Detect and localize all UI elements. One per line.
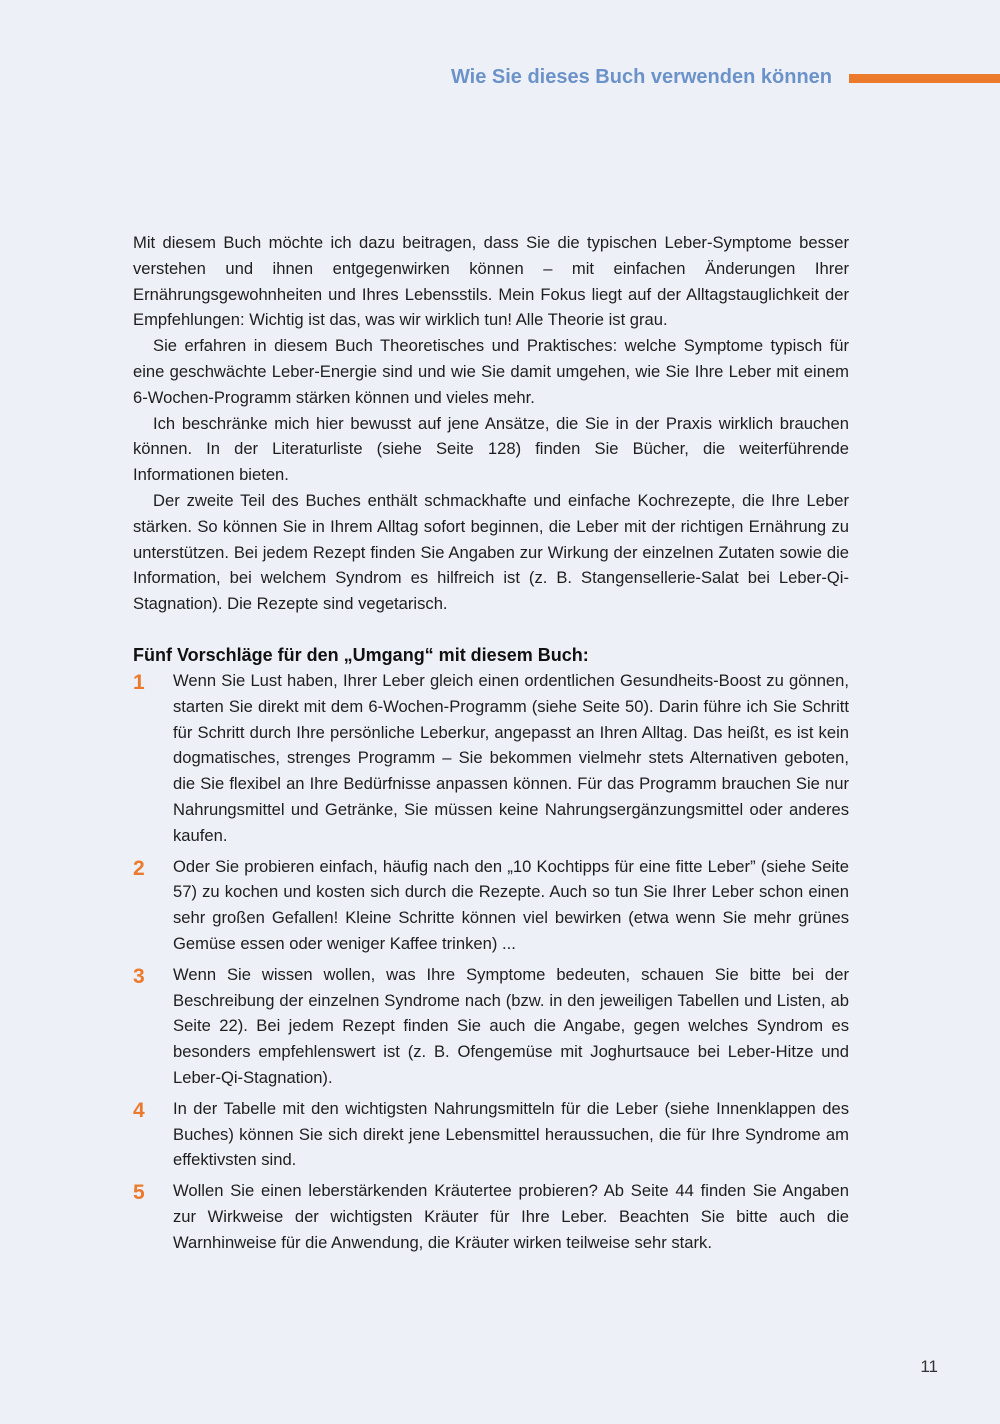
list-item bbox=[133, 1096, 849, 1173]
list-item bbox=[133, 668, 849, 849]
suggestions-heading: Fünf Vorschläge für den „Umgang“ mit diesem Buch: bbox=[133, 644, 589, 665]
header-accent-bar bbox=[849, 74, 1000, 83]
list-item-number: 4 bbox=[133, 1098, 145, 1122]
list-item-number: 5 bbox=[133, 1181, 145, 1205]
suggestions-list bbox=[133, 668, 849, 1256]
page-header bbox=[0, 64, 1000, 94]
list-item-number: 1 bbox=[133, 670, 145, 694]
list-item-text: Oder Sie probieren einfach, häufig nach den „10 Kochtipps für eine fitte Leber” (siehe Seite 57) zu kochen und kosten sich durch die Rezepte. Auch so tun Sie Ihrer Leber schon einen sehr großen Gefallen! Kleine Schritte können viel bewirken (etwa wenn Sie mehr grünes Gemüse essen oder weniger Kaffee trinken) ... bbox=[173, 856, 849, 953]
list-item-text: In der Tabelle mit den wichtigsten Nahrungsmitteln für die Leber (siehe Innenklappen des Buches) können Sie sich direkt jene Lebensmittel heraussuchen, die für Ihre Syndrome am effektivsten sind. bbox=[173, 1098, 849, 1170]
main-content bbox=[133, 230, 849, 1260]
list-item-number: 3 bbox=[133, 964, 145, 988]
body-paragraph: Ich beschränke mich hier bewusst auf jene Ansätze, die Sie in der Praxis wirklich brauchen können. In der Literaturliste (siehe Seite 128) finden Sie Bücher, die weiterführende Informationen bieten. bbox=[133, 413, 849, 485]
list-item-text: Wenn Sie Lust haben, Ihrer Leber gleich einen ordentlichen Gesundheits-Boost zu gönnen, starten Sie direkt mit dem 6-Wochen-Programm (siehe Seite 50). Darin führe ich Sie Schritt für Schritt durch Ihre persönliche Leberkur, angepasst an Ihren Alltag. Das heißt, es ist kein dogmatisches, strenges Programm – Sie bekommen vielmehr stets Alternativen geboten, die Sie flexibel an Ihre Bedürfnisse anpassen können. Für das Programm brauchen Sie nur Nahrungsmittel und Getränke, Sie müssen keine Nahrungsergänzungsmittel oder anderes kaufen. bbox=[173, 670, 849, 845]
list-item-text: Wollen Sie einen leberstärkenden Kräutertee probieren? Ab Seite 44 finden Sie Angaben zur Wirkweise der wichtigsten Kräuter für Ihre Leber. Beachten Sie bitte auch die Warnhinweise für die Anwendung, die Kräuter wirken teilweise sehr stark. bbox=[173, 1181, 849, 1252]
body-paragraph: Der zweite Teil des Buches enthält schmackhafte und einfache Kochrezepte, die Ihre Leber stärken. So können Sie in Ihrem Alltag sofort beginnen, die Leber mit der richtigen Ernährung zu unterstützen. Bei jedem Rezept finden Sie Angaben zur Wirkung der einzelnen Zutaten sowie die Information, bei welchem Syndrom es hilfreich ist (z. B. Stangensellerie-Salat bei Leber-Qi-Stagnation). Die Rezepte sind vegetarisch. bbox=[133, 490, 849, 614]
page-number: 11 bbox=[920, 1357, 938, 1376]
list-item bbox=[133, 962, 849, 1091]
list-item bbox=[133, 1178, 849, 1255]
list-item bbox=[133, 854, 849, 957]
list-item-text: Wenn Sie wissen wollen, was Ihre Symptome bedeuten, schauen Sie bitte bei der Beschreibung der einzelnen Syndrome nach (bzw. in den jeweiligen Tabellen und Listen, ab Seite 22). Bei jedem Rezept finden Sie auch die Angabe, gegen welches Syndrom es besonders empfehlenswert ist (z. B. Ofengemüse mit Joghurtsauce bei Leber-Hitze und Leber-Qi-Stagnation). bbox=[173, 964, 849, 1087]
body-paragraph: Sie erfahren in diesem Buch Theoretisches und Praktisches: welche Symptome typisch für eine geschwächte Leber-Energie sind und wie Sie damit umgehen, wie Sie Ihre Leber mit einem 6-Wochen-Programm stärken können und vieles mehr. bbox=[133, 336, 849, 407]
body-paragraph: Mit diesem Buch möchte ich dazu beitragen, dass Sie die typischen Leber-Symptome besser verstehen und ihnen entgegenwirken können – mit einfachen Änderungen Ihrer Ernährungsgewohnheiten und Ihres Lebensstils. Mein Fokus liegt auf der Alltagstauglichkeit der Empfehlungen: Wichtig ist das, was wir wirklich tun! Alle Theorie ist grau. bbox=[133, 233, 849, 330]
list-item-number: 2 bbox=[133, 856, 145, 880]
chapter-title: Wie Sie dieses Buch verwenden können bbox=[450, 66, 832, 88]
